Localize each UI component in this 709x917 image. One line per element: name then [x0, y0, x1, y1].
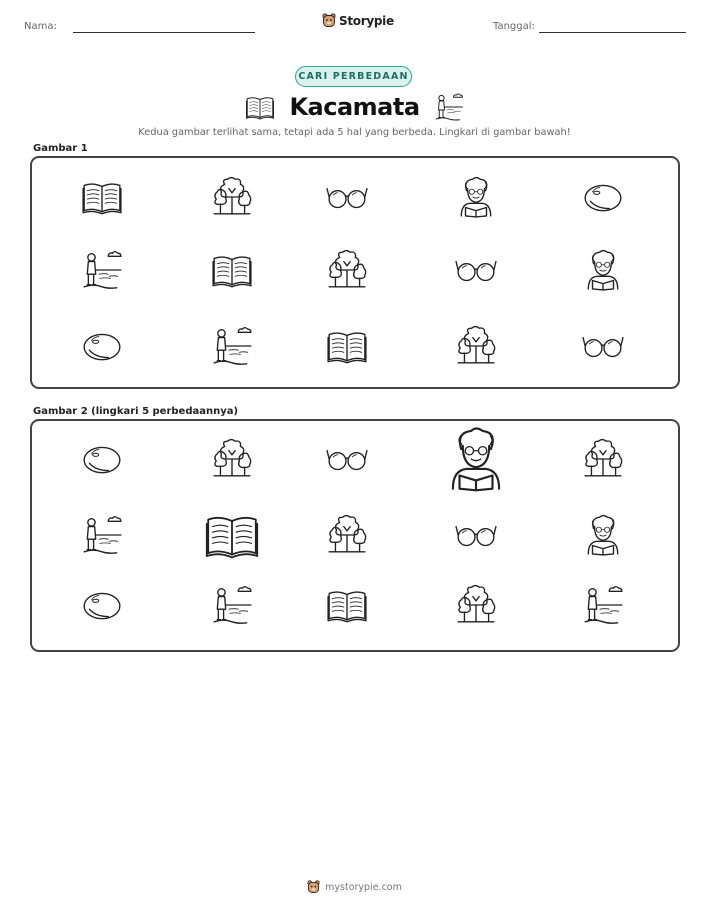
man-icon	[211, 584, 253, 626]
bear-logo-icon	[322, 13, 336, 28]
date-label: Tanggal:	[493, 21, 535, 32]
name-field-line[interactable]	[73, 32, 255, 33]
grandma-icon	[582, 249, 624, 291]
page-title: Kacamata	[289, 93, 420, 121]
name-label: Nama:	[24, 21, 57, 32]
brand	[322, 13, 394, 28]
trees-icon	[326, 249, 368, 291]
book-icon	[326, 584, 368, 626]
glasses-icon	[455, 514, 497, 556]
glasses-icon	[326, 176, 368, 218]
section-2-label: Gambar 2 (lingkari 5 perbedaannya)	[33, 406, 239, 417]
footer-url: mystorypie.com	[325, 881, 402, 893]
picture-2-item[interactable]	[81, 584, 123, 626]
picture-2-item[interactable]	[204, 507, 260, 563]
book-icon	[81, 176, 123, 218]
man-icon	[81, 514, 123, 556]
trees-icon	[582, 438, 624, 480]
book-icon	[326, 325, 368, 367]
grandma-icon	[582, 514, 624, 556]
picture-2-item[interactable]	[582, 584, 624, 626]
picture-1-item	[582, 249, 624, 291]
glasses-icon	[582, 325, 624, 367]
glasses-icon	[455, 249, 497, 291]
picture-2-item[interactable]	[582, 514, 624, 556]
picture-1-item	[455, 249, 497, 291]
picture-1-item	[582, 176, 624, 218]
picture-2-item[interactable]	[455, 514, 497, 556]
title-row	[0, 92, 709, 122]
book-icon	[211, 249, 253, 291]
grandma-icon	[455, 176, 497, 218]
picture-1-item	[455, 176, 497, 218]
picture-2-item[interactable]	[81, 514, 123, 556]
picture-2-item[interactable]	[443, 426, 509, 492]
picture-1-item	[455, 325, 497, 367]
man-icon	[582, 584, 624, 626]
picture-2-item[interactable]	[326, 438, 368, 480]
trees-icon	[326, 514, 368, 556]
instructions: Kedua gambar terlihat sama, tetapi ada 5 hal yang berbeda. Lingkari di gambar bawah!	[138, 127, 571, 138]
man-icon	[434, 92, 464, 122]
picture-1-item	[211, 249, 253, 291]
picture-1-item	[582, 325, 624, 367]
grandma-icon	[443, 426, 509, 492]
picture-1-item	[81, 325, 123, 367]
picture-1-item	[211, 325, 253, 367]
picture-2-item[interactable]	[81, 438, 123, 480]
activity-badge: CARI PERBEDAAN	[295, 66, 412, 87]
date-field-line[interactable]	[539, 32, 686, 33]
book-icon	[204, 507, 260, 563]
picture-1-item	[81, 176, 123, 218]
footer	[0, 880, 709, 894]
glasses-icon	[326, 438, 368, 480]
man-icon	[211, 325, 253, 367]
stone-icon	[81, 584, 123, 626]
stone-icon	[582, 176, 624, 218]
picture-2-item[interactable]	[582, 438, 624, 480]
picture-1-item	[326, 249, 368, 291]
footer-bear-icon	[307, 880, 320, 894]
brand-name: Storypie	[339, 13, 394, 28]
stone-icon	[81, 438, 123, 480]
stone-icon	[81, 325, 123, 367]
book-icon	[245, 92, 275, 122]
trees-icon	[455, 584, 497, 626]
trees-icon	[211, 176, 253, 218]
book-icon	[245, 92, 275, 122]
picture-1-item	[81, 249, 123, 291]
trees-icon	[455, 325, 497, 367]
man-icon	[81, 249, 123, 291]
picture-2-item[interactable]	[211, 584, 253, 626]
trees-icon	[211, 438, 253, 480]
picture-2-item[interactable]	[455, 584, 497, 626]
picture-1-item	[326, 176, 368, 218]
man-by-sea-icon	[434, 92, 464, 122]
section-1-label: Gambar 1	[33, 143, 88, 154]
picture-1-item	[211, 176, 253, 218]
picture-2-item[interactable]	[326, 584, 368, 626]
picture-2-item[interactable]	[326, 514, 368, 556]
picture-1-item	[326, 325, 368, 367]
picture-2-item[interactable]	[211, 438, 253, 480]
